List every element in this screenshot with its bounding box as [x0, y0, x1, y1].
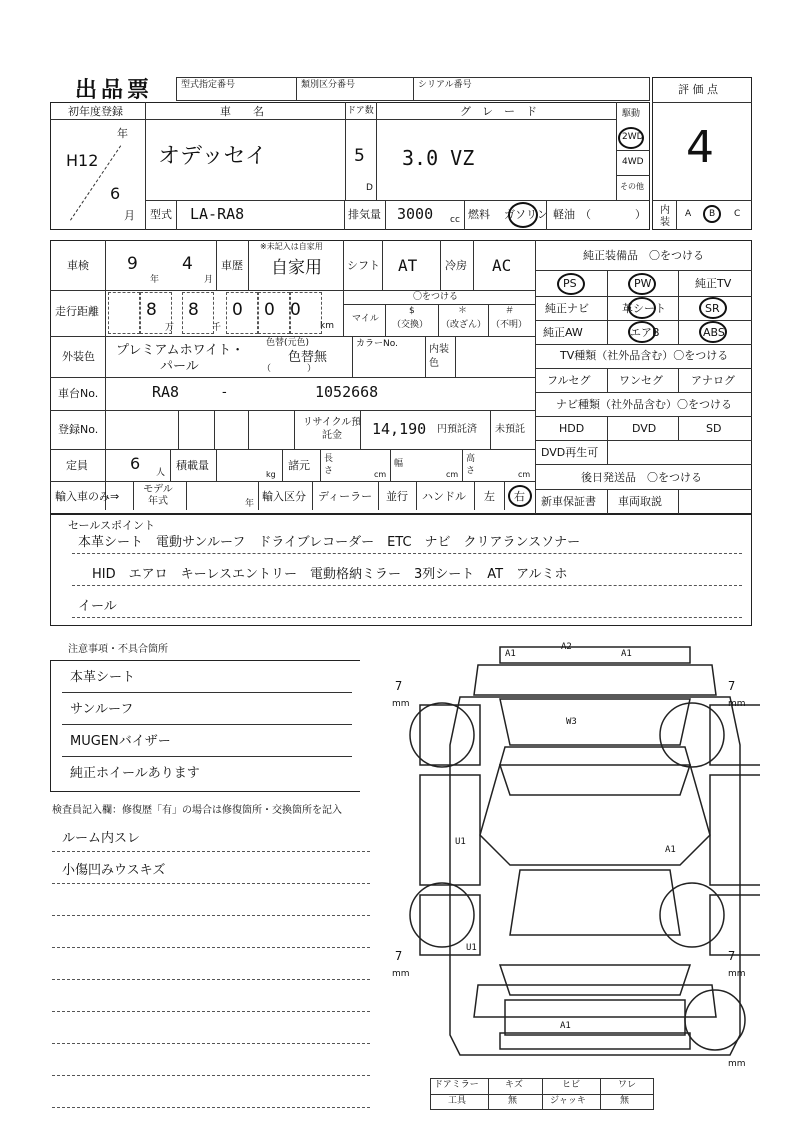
star-mark: ＊	[458, 306, 468, 316]
inspector-label: 検査員記入欄：修復歴「有」の場合は修復箇所・交換箇所を記入	[52, 805, 342, 816]
repaint-value: 色替無	[288, 350, 328, 365]
mileage-digit-6: 0	[290, 300, 301, 320]
history-note: ※未記入は自家用	[260, 242, 323, 251]
score-label: 評 価 点	[678, 83, 718, 96]
equip-abs-circle	[699, 321, 727, 343]
color-line2: パール	[160, 359, 199, 374]
tread-rear-left: 7	[395, 949, 403, 963]
fuel-paren: （ ）	[580, 208, 646, 221]
legend-h2: キズ	[505, 1080, 523, 1090]
chassis-prefix: RA8	[152, 383, 180, 401]
fuel-light-oil: 軽油	[553, 208, 575, 221]
equip-leather: 革シート	[622, 302, 666, 315]
legend-r3: ジャッキ	[550, 1096, 586, 1106]
len-cm: cm	[374, 470, 387, 479]
doors-suffix: D	[366, 183, 373, 193]
mile-label: マイル	[352, 314, 379, 324]
docs-manual: 車両取説	[618, 495, 662, 508]
sales-line-3: イール	[78, 599, 117, 614]
tread-front-left: 7	[395, 679, 403, 693]
equip-pw-circle	[628, 273, 656, 295]
man-unit: 万	[165, 323, 175, 333]
sales-line-1: 本革シート 電動サンルーフ ドライブレコーダー ETC ナビ クリアランスソナー	[78, 535, 581, 550]
month-unit: 月	[124, 209, 135, 222]
load-label: 積載量	[176, 459, 209, 472]
color-no-label: カラーNo.	[356, 339, 398, 349]
interior-grade-b: B	[709, 209, 716, 219]
equipment-title: 純正装備品 〇をつける	[583, 249, 704, 262]
note-line-1: 本革シート	[70, 670, 136, 685]
mark-a1-front-left: A1	[505, 649, 516, 659]
grade-label: グ レ ー ド	[460, 105, 537, 118]
capacity-value: 6	[130, 454, 141, 473]
dealer-label: ディーラー	[318, 490, 373, 503]
doors-value: 5	[354, 146, 365, 166]
dims-label: 諸元	[288, 459, 310, 472]
dollar-mark: $	[409, 306, 415, 316]
chassis-dash: -	[222, 385, 227, 400]
repaint-label: 色替(元色)	[266, 338, 310, 348]
model-value: LA-RA8	[190, 205, 245, 223]
capacity-unit: 人	[156, 468, 166, 478]
ac-value: AC	[492, 256, 512, 275]
import-type-label: 輸入区分	[262, 490, 306, 503]
mileage-digit-boxes	[108, 292, 342, 334]
interior-grade-a: A	[685, 209, 692, 219]
shift-value: AT	[398, 256, 418, 275]
width-label: 幅	[394, 459, 404, 469]
tread-front-right-mm: mm	[728, 699, 746, 709]
mark-a1-rear: A1	[560, 1021, 571, 1031]
inspector-line-2: 小傷凹みウスキズ	[62, 863, 166, 878]
load-unit: kg	[266, 470, 276, 479]
tread-rear-right-mm: mm	[728, 969, 746, 979]
equip-abs: ABS	[703, 326, 725, 339]
equip-airbag-circle	[628, 321, 656, 343]
color-label: 外装色	[62, 350, 95, 363]
recycle-not: 未預託	[495, 424, 525, 435]
drive-other: その他	[620, 182, 644, 191]
drive-2wd: 2WD	[622, 132, 644, 142]
model-year-unit: 年	[245, 499, 255, 509]
tread-front-right: 7	[728, 679, 736, 693]
tv-oneseg: ワンセグ	[619, 374, 663, 387]
equip-sr: SR	[705, 302, 720, 315]
chassis-number: 1052668	[315, 383, 379, 401]
legend-r2: 無	[508, 1096, 518, 1106]
equip-aw: 純正AW	[543, 326, 583, 339]
mileage-label: 走行距離	[55, 305, 99, 318]
import-label: 輸入車のみ⇒	[55, 490, 120, 503]
legend-r1: 工具	[448, 1096, 467, 1106]
note-line-3: MUGENバイザー	[70, 734, 171, 749]
mileage-digit-5: 0	[264, 300, 275, 320]
reg-month: 6	[110, 184, 121, 203]
tv-title: TV種類（社外品含む）〇をつける	[560, 349, 729, 362]
tread-spare-mm: mm	[728, 1059, 746, 1069]
equip-sr-circle	[699, 297, 727, 319]
left-handle: 左	[484, 490, 495, 503]
model-label: 型式	[150, 208, 172, 221]
tread-front-left-mm: mm	[392, 699, 410, 709]
dollar-sub: （交換）	[392, 320, 429, 330]
equip-pw: PW	[634, 277, 652, 290]
grade-value: 3.0 VZ	[402, 146, 475, 170]
car-name: オデッセイ	[158, 144, 267, 169]
displacement-unit: cc	[450, 215, 460, 225]
tread-rear-right: 7	[728, 949, 736, 963]
type-no-label: 型式指定番号	[181, 80, 236, 90]
doors-label: ドア数	[347, 106, 374, 116]
capacity-label: 定員	[66, 459, 88, 472]
tv-analog: アナログ	[691, 374, 735, 387]
repaint-paren: （ ）	[262, 364, 317, 374]
docs-title: 後日発送品 〇をつける	[581, 471, 702, 484]
era-year: H12	[66, 151, 99, 170]
mark-u1-left-door: U1	[455, 837, 466, 847]
sen-unit: 千	[212, 323, 222, 333]
fuel-label: 燃料	[468, 208, 490, 221]
displacement-label: 排気量	[348, 208, 381, 221]
len-label: 長さ	[324, 454, 334, 476]
star-sub: （改ざん）	[441, 320, 487, 330]
year-unit: 年	[117, 127, 128, 140]
fuel-gasoline-circle	[508, 202, 538, 228]
ac-label: 冷房	[445, 259, 467, 272]
notes-label: 注意事項・不具合箇所	[68, 644, 168, 655]
handle-label: ハンドル	[422, 490, 466, 503]
model-year-label: モデル年式	[143, 484, 173, 507]
inspection-label: 車検	[67, 259, 89, 272]
width-cm: cm	[446, 470, 459, 479]
history-value: 自家用	[271, 258, 322, 278]
insp-month-unit: 月	[204, 275, 214, 285]
class-no-label: 類別区分番号	[301, 80, 356, 90]
equip-tv: 純正TV	[695, 277, 732, 290]
interior-grade-c: C	[734, 209, 741, 219]
equip-ps: PS	[563, 277, 577, 290]
equip-leather-circle	[628, 297, 656, 319]
interior-b-circle	[703, 205, 721, 223]
legend-h1: ドアミラー	[434, 1080, 479, 1090]
score-value: 4	[686, 122, 714, 173]
serial-label: シリアル番号	[418, 80, 472, 90]
right-handle-circle	[508, 485, 532, 507]
dvd-playback: DVD再生可	[541, 446, 599, 459]
mark-u1-left-rear: U1	[466, 943, 477, 953]
inspector-line-1: ルーム内スレ	[62, 831, 141, 846]
hash-sub: （不明）	[491, 320, 528, 330]
insp-month: 4	[182, 254, 193, 274]
recycle-deposited: 円預託済	[437, 424, 477, 435]
mark-a1-front-right: A1	[621, 649, 632, 659]
nav-sd: SD	[706, 422, 722, 435]
mark-w3-windshield: W3	[566, 717, 577, 727]
sales-line-2: HID エアロ キーレスエントリー 電動格納ミラー 3列シート AT アルミホ	[92, 567, 568, 582]
right-handle: 右	[514, 490, 525, 503]
parallel-label: 並行	[386, 490, 408, 503]
car-name-label: 車 名	[220, 105, 264, 118]
equip-airbag: エアB	[630, 326, 660, 339]
note-line-4: 純正ホイールあります	[70, 766, 200, 781]
mark-a1-right-door: A1	[665, 845, 676, 855]
tv-fullseg: フルセグ	[547, 374, 591, 387]
interior-color-label: 内装色	[429, 344, 449, 369]
shift-label: シフト	[347, 259, 380, 272]
height-cm: cm	[518, 470, 531, 479]
legend-r4: 無	[620, 1096, 630, 1106]
color-line1: プレミアムホワイト・	[116, 343, 245, 358]
note-line-2: サンルーフ	[70, 702, 134, 717]
legend-h4: ワレ	[618, 1080, 637, 1090]
mileage-circle-label: 〇をつける	[413, 292, 459, 302]
equip-ps-circle	[557, 273, 585, 295]
hash-mark: ＃	[505, 306, 515, 316]
height-label: 高さ	[466, 454, 476, 476]
chassis-label: 車台No.	[58, 387, 99, 400]
legend-h3: ヒビ	[562, 1080, 581, 1090]
interior-label: 内装	[660, 205, 670, 228]
insp-year: 9	[127, 254, 138, 274]
mark-a2-front: A2	[561, 642, 572, 652]
mileage-digit-3: 8	[188, 300, 199, 320]
drive-label: 駆動	[622, 109, 641, 119]
nav-dvd: DVD	[632, 422, 657, 435]
drive-4wd: 4WD	[622, 157, 644, 167]
docs-warranty: 新車保証書	[541, 495, 596, 508]
nav-title: ナビ種類（社外品含む）〇をつける	[556, 398, 732, 411]
form-title: 出品票	[75, 78, 154, 103]
sales-label: セールスポイント	[68, 519, 156, 532]
mileage-digit-4: 0	[232, 300, 243, 320]
equip-navi: 純正ナビ	[545, 302, 589, 315]
car-damage-diagram	[380, 635, 760, 1075]
reg-label: 登録No.	[58, 423, 99, 436]
recycle-amount: 14,190	[372, 420, 427, 438]
insp-year-unit: 年	[150, 275, 160, 285]
km-unit: km	[320, 321, 334, 331]
mileage-digit-2: 8	[146, 300, 157, 320]
tread-rear-left-mm: mm	[392, 969, 410, 979]
first-reg-label: 初年度登録	[68, 105, 123, 118]
fuel-gasoline: ガソリン	[504, 208, 548, 221]
displacement-value: 3000	[397, 205, 434, 223]
nav-hdd: HDD	[559, 422, 585, 435]
recycle-label: リサイクル預託金	[302, 417, 362, 441]
history-label: 車歴	[221, 259, 243, 272]
